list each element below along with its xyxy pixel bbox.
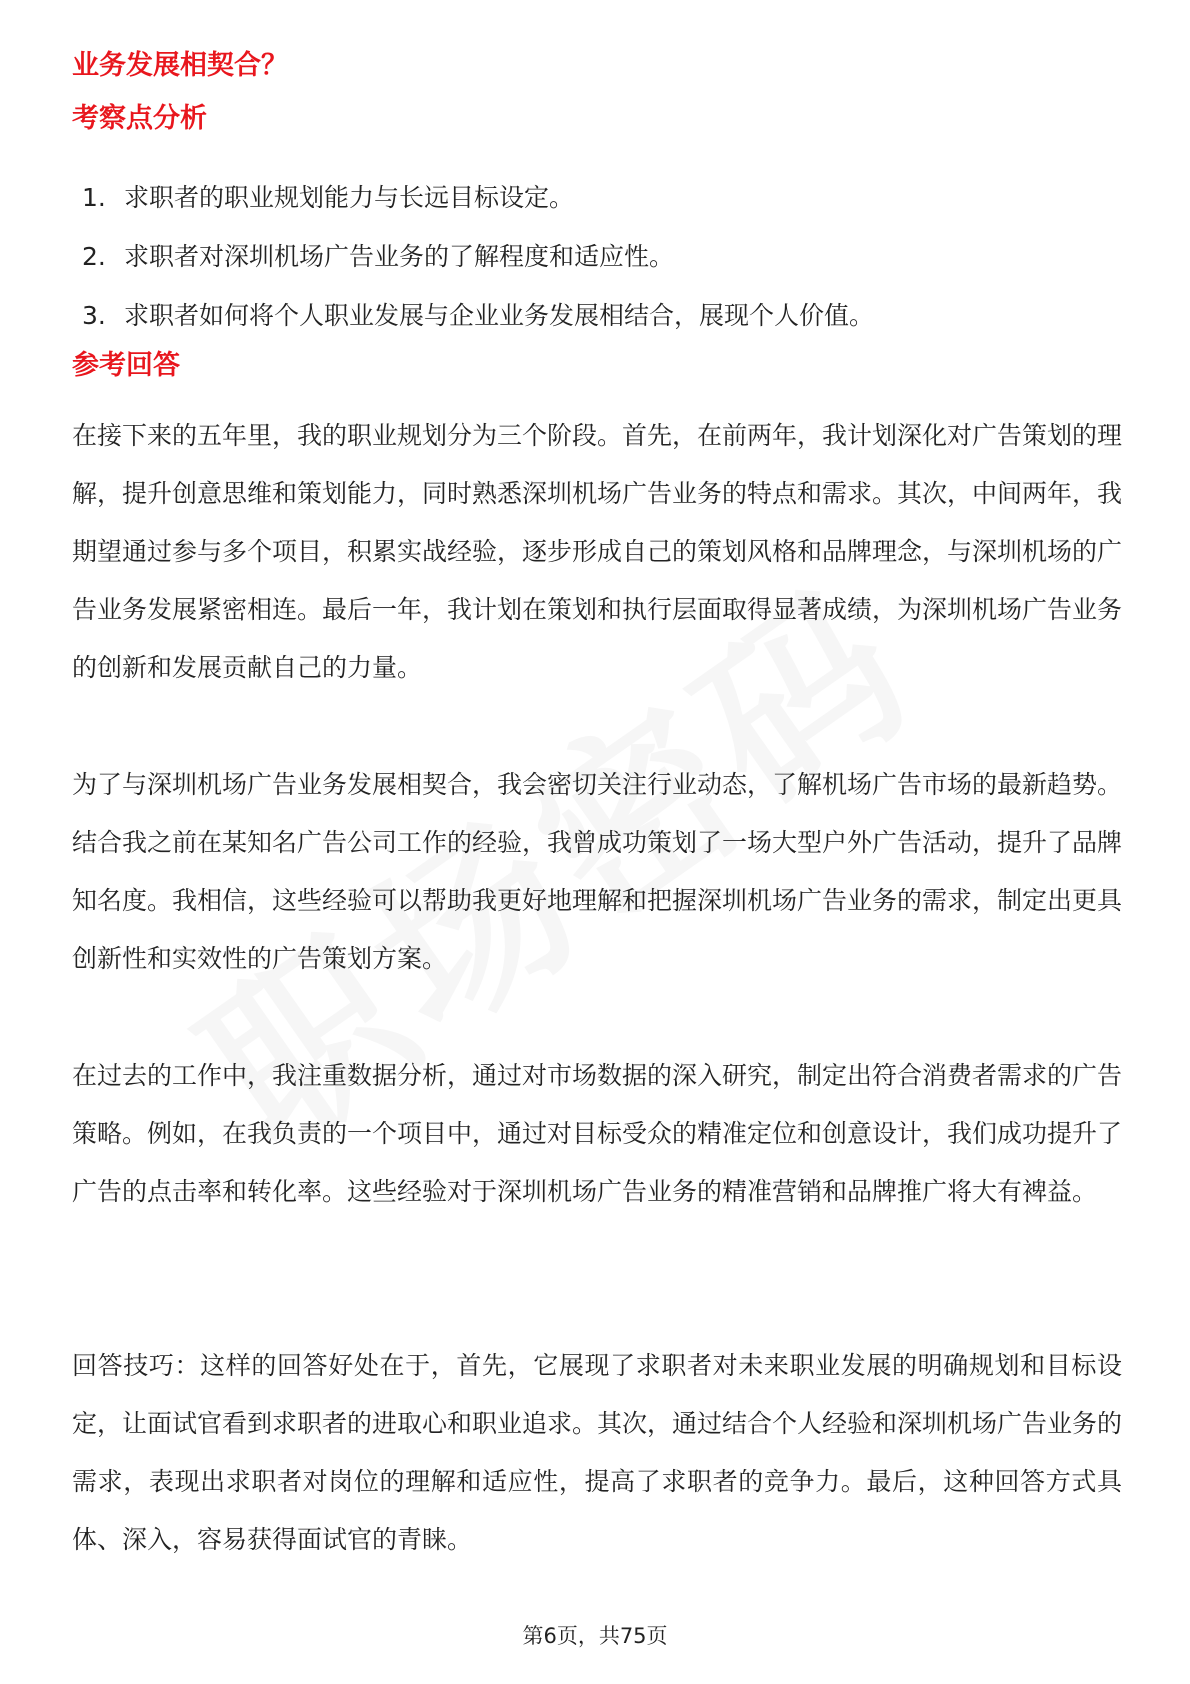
answer-paragraph-3: 在过去的工作中，我注重数据分析，通过对市场数据的深入研究，制定出符合消费者需求的广告策略。例如，在我负责的一个项目中，通过对目标受众的精准定位和创意设计，我们成功提升了广告的点击率和转化率。这些经验对于深圳机场广告业务的精准营销和品牌推广将大有裨益。 <box>72 1061 1123 1206</box>
list-item-number: 1. <box>82 183 106 212</box>
answer-paragraph-1: 在接下来的五年里，我的职业规划分为三个阶段。首先，在前两年，我计划深化对广告策划的理解，提升创意思维和策划能力，同时熟悉深圳机场广告业务的特点和需求。其次，中间两年，我期望通过参与多个项目，积累实战经验，逐步形成自己的策划风格和品牌理念，与深圳机场的广告业务发展紧密相连。最后一年，我计划在策划和执行层面取得显著成绩，为深圳机场广告业务的创新和发展贡献自己的力量。 <box>72 421 1123 682</box>
list-item <box>82 303 874 362</box>
list-item-text: 求职者对深圳机场广告业务的了解程度和适应性。 <box>124 242 675 271</box>
list-item-number: 2. <box>82 242 106 271</box>
analysis-list <box>82 185 874 362</box>
answer-tips-paragraph: 回答技巧：这样的回答好处在于，首先，它展现了求职者对未来职业发展的明确规划和目标设定，让面试官看到求职者的进取心和职业追求。其次，通过结合个人经验和深圳机场广告业务的需求，表现出求职者对岗位的理解和适应性，提高了求职者的竞争力。最后，这种回答方式具体、深入，容易获得面试官的青睐。 <box>72 1351 1123 1554</box>
list-item-text: 求职者如何将个人职业发展与企业业务发展相结合，展现个人价值。 <box>124 301 875 330</box>
page-number: 第6页，共75页 <box>522 1624 668 1648</box>
list-item <box>82 244 874 303</box>
answer-paragraph-2: 为了与深圳机场广告业务发展相契合，我会密切关注行业动态，了解机场广告市场的最新趋势。结合我之前在某知名广告公司工作的经验，我曾成功策划了一场大型户外广告活动，提升了品牌知名度。我相信，这些经验可以帮助我更好地理解和把握深圳机场广告业务的需求，制定出更具创新性和实效性的广告策划方案。 <box>72 770 1123 973</box>
list-item-number: 3. <box>82 301 106 330</box>
heading-continued-question: 业务发展相契合？ <box>72 50 288 81</box>
list-item-text: 求职者的职业规划能力与长远目标设定。 <box>124 183 575 212</box>
heading-reference-answer: 参考回答 <box>72 350 180 381</box>
list-item <box>82 185 874 244</box>
heading-analysis: 考察点分析 <box>72 103 207 134</box>
